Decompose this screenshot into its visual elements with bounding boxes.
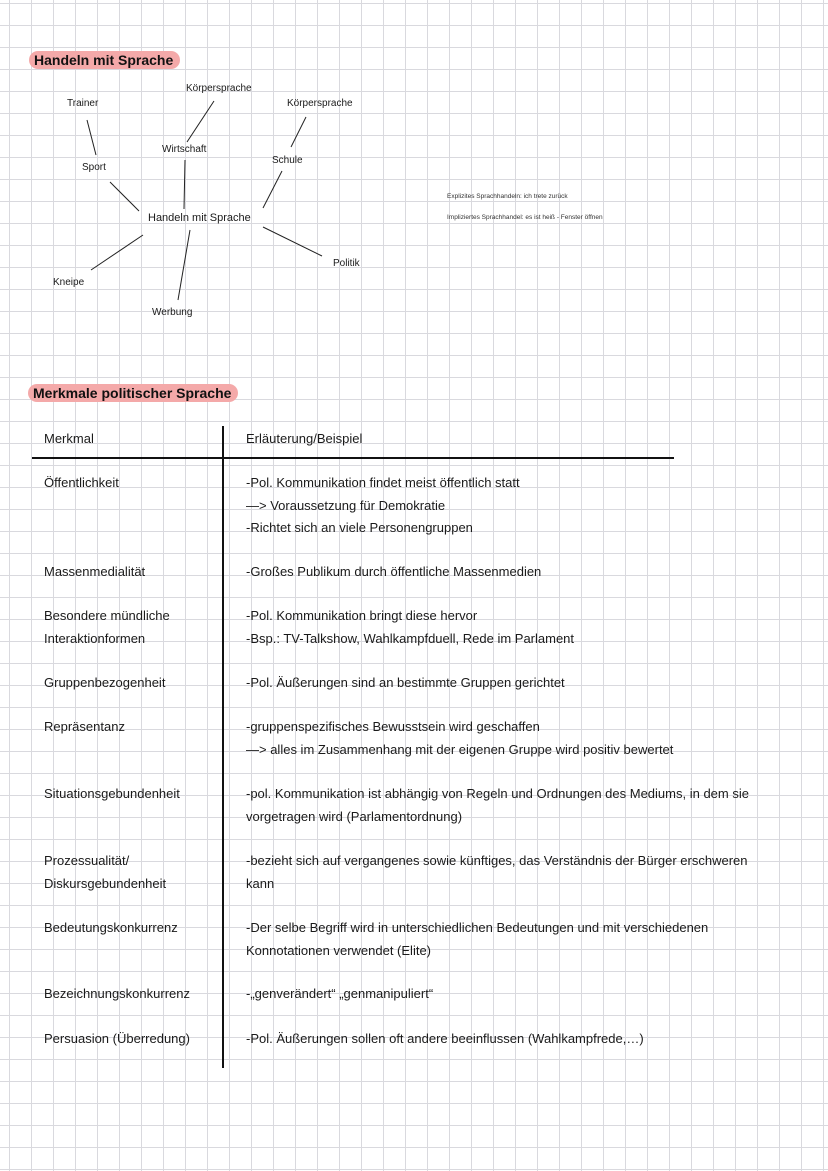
row-merkmal: Öffentlichkeit <box>44 475 119 490</box>
mindmap-node-sport: Sport <box>82 162 106 173</box>
note-explizit: Explizites Sprachhandeln: ich trete zurück <box>447 193 568 200</box>
row-merkmal: Bedeutungskonkurrenz <box>44 920 178 935</box>
row-merkmal: Repräsentanz <box>44 719 125 734</box>
table-header-erlaeuterung: Erläuterung/Beispiel <box>246 431 363 446</box>
row-erlaeuterung: -Großes Publikum durch öffentliche Massenmedien <box>246 564 542 579</box>
mindmap-center: Handeln mit Sprache <box>148 212 251 224</box>
row-erlaeuterung: -Pol. Äußerungen sind an bestimmte Gruppen gerichtet <box>246 675 565 690</box>
mindmap-node-koerpersprache-2: Körpersprache <box>287 98 353 109</box>
line-center-werbung <box>178 230 190 300</box>
mindmap-node-trainer: Trainer <box>67 98 99 109</box>
mindmap-node-koerpersprache: Körpersprache <box>186 83 252 94</box>
line-wirtschaft-center <box>184 160 185 209</box>
section-heading-merkmale: Merkmale politischer Sprache <box>28 384 238 402</box>
row-merkmal: Persuasion (Überredung) <box>44 1031 190 1046</box>
row-erlaeuterung: -Pol. Äußerungen sollen oft andere beeinflussen (Wahlkampfrede,…) <box>246 1031 644 1046</box>
table-header-merkmal: Merkmal <box>44 431 94 446</box>
row-merkmal: Situationsgebundenheit <box>44 786 180 801</box>
line-sport-center <box>110 182 139 211</box>
note-implizit: Impliziertes Sprachhandel: es ist heiß - Fenster öffnen <box>447 214 603 221</box>
line-koerpersprache-wirtschaft <box>187 101 214 142</box>
line-trainer-sport <box>87 120 96 155</box>
line-center-kneipe <box>91 235 143 270</box>
mindmap-node-kneipe: Kneipe <box>53 277 85 288</box>
line-schule-center <box>263 171 282 208</box>
mindmap-node-wirtschaft: Wirtschaft <box>162 144 207 155</box>
row-merkmal: Massenmedialität <box>44 564 146 579</box>
row-erlaeuterung: -Der selbe Begriff wird in unterschiedlichen Bedeutungen und mit verschiedenen Konnotationen verwendet (Elite) <box>246 920 709 958</box>
line-koerpersprache-schule <box>291 117 306 147</box>
row-erlaeuterung: -Pol. Kommunikation findet meist öffentlich statt —> Voraussetzung für Demokratie -Richtet sich an viele Personengruppen <box>246 475 520 535</box>
mindmap-node-schule: Schule <box>272 155 303 166</box>
mindmap-lines <box>0 0 828 400</box>
row-merkmal: Besondere mündliche Interaktionformen <box>44 608 170 646</box>
row-merkmal: Gruppenbezogenheit <box>44 675 166 690</box>
row-merkmal: Prozessualität/ Diskursgebundenheit <box>44 853 167 891</box>
row-merkmal: Bezeichnungskonkurrenz <box>44 986 190 1001</box>
mindmap-node-politik: Politik <box>333 258 360 269</box>
row-erlaeuterung: -Pol. Kommunikation bringt diese hervor -Bsp.: TV-Talkshow, Wahlkampfduell, Rede im Parlament <box>246 608 575 646</box>
row-erlaeuterung: -„genverändert“ „genmanipuliert“ <box>246 986 434 1001</box>
row-erlaeuterung: -bezieht sich auf vergangenes sowie künftiges, das Verständnis der Bürger erschweren kann <box>246 853 748 891</box>
section-heading-handeln: Handeln mit Sprache <box>29 51 180 69</box>
mindmap-node-werbung: Werbung <box>152 307 193 318</box>
table-header-rule <box>32 457 674 459</box>
row-erlaeuterung: -gruppenspezifisches Bewusstsein wird geschaffen —> alles im Zusammenhang mit der eigenen Gruppe wird positiv bewertet <box>246 719 674 757</box>
table-column-rule <box>222 426 224 1068</box>
row-erlaeuterung: -pol. Kommunikation ist abhängig von Regeln und Ordnungen des Mediums, in dem sie vorgetragen wird (Parlamentordnung) <box>246 786 749 824</box>
line-center-politik <box>263 227 322 256</box>
